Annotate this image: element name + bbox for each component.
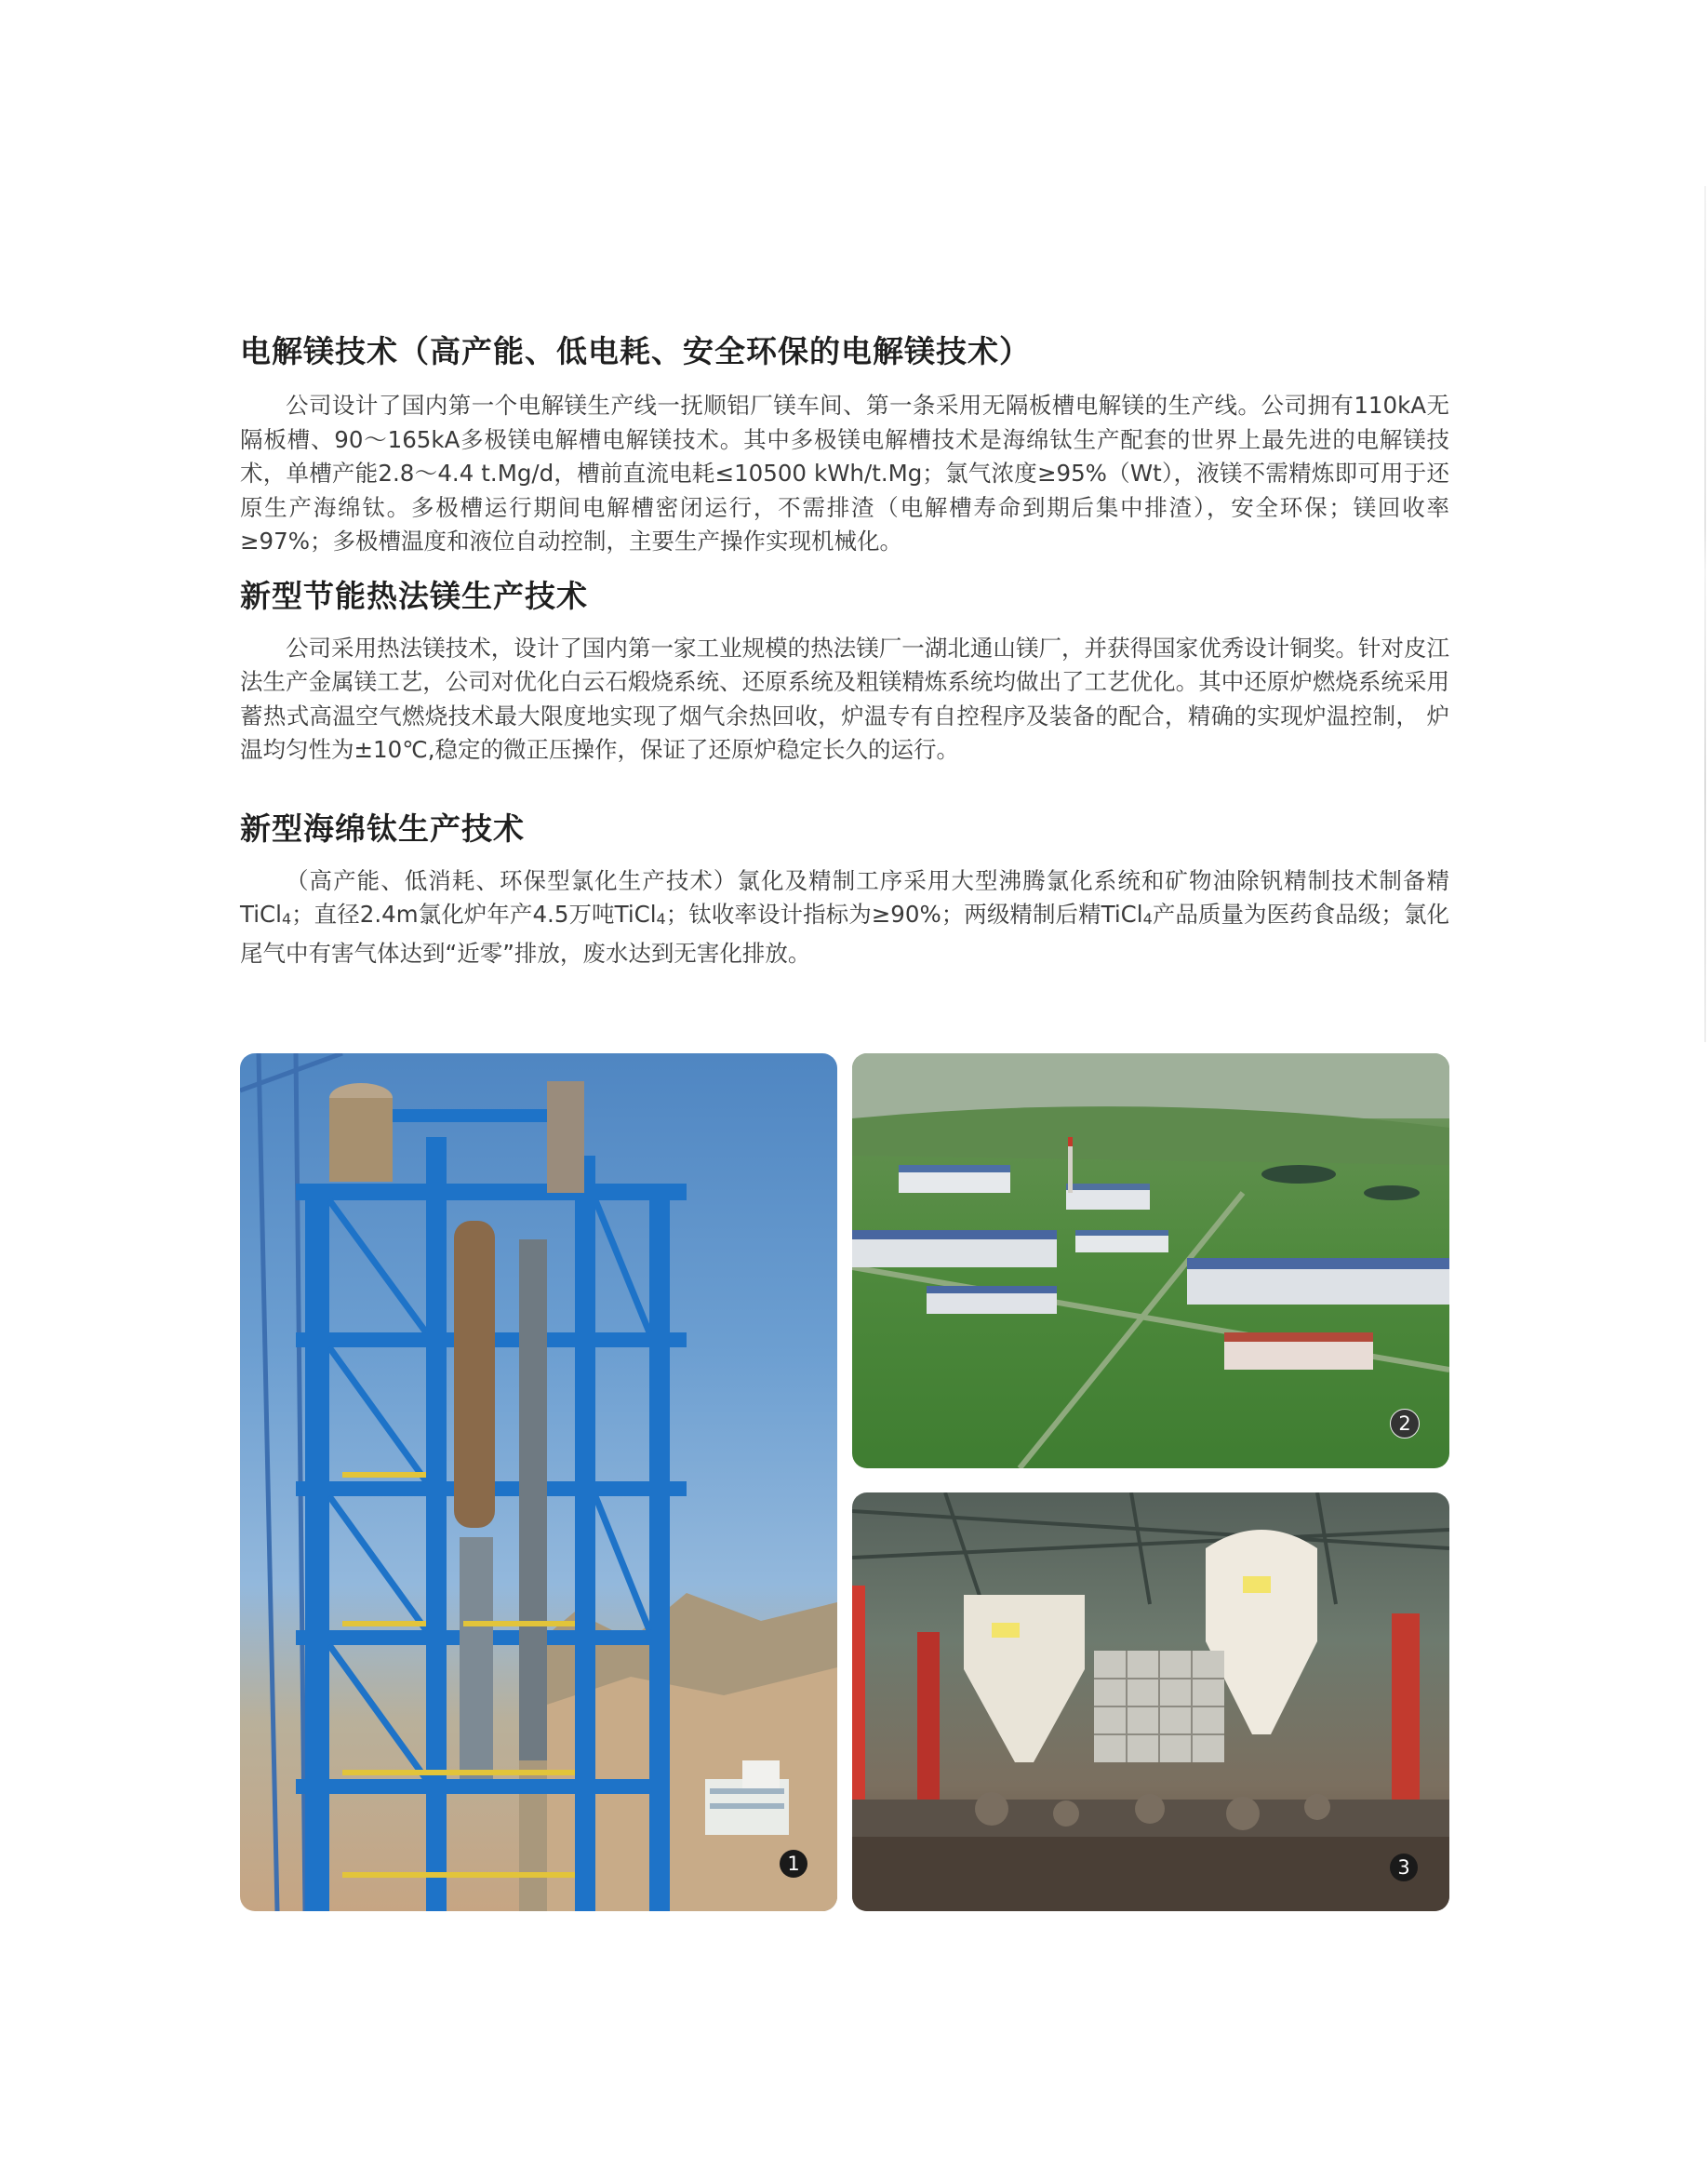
section-paragraph: 公司设计了国内第一个电解镁生产线一抚顺铝厂镁车间、第一条采用无隔板槽电解镁的生产线。公司拥有110kA无隔板槽、90～165kA多极镁电解槽电解镁技术。其中多极镁电解槽技术是海绵钛生产配套的世界上最先进的电解镁技术，单槽产能2.8～4.4 t.Mg/d，槽前直流电耗≤10500 kWh/t.Mg；氯气浓度≥95%（Wt），液镁不需精炼即可用于还原生产海绵钛。多极槽运行期间电解槽密闭运行，不需排渣（电解槽寿命到期后集中排渣），安全环保；镁回收率≥97%；多极槽温度和液位自动控制，主要生产操作实现机械化。 (240, 392, 1449, 555)
plant-aerial-view-photo (852, 1053, 1449, 1468)
section-paragraph: （高产能、低消耗、环保型氯化生产技术）氯化及精制工序采用大型沸腾氯化系统和矿物油除钒精制技术制备精TiCl$_4$；直径2.4m氯化炉年产4.5万吨TiCl$_4$；钛收率设计指标为≥90%；两级精制后精TiCl$_4$产品质量为医药食品级；氯化尾气中有害气体达到“近零”排放，废水达到无害化排放。 (240, 866, 1450, 967)
workshop-illustration (852, 1492, 1449, 1911)
section-heading: 电解镁技术（高产能、低电耗、安全环保的电解镁技术） (240, 333, 1031, 369)
article-body (240, 331, 1449, 970)
section-paragraph: 公司采用热法镁技术，设计了国内第一家工业规模的热法镁厂一湖北通山镁厂，并获得国家优秀设计铜奖。针对皮江法生产金属镁工艺，公司对优化白云石煅烧系统、还原系统及粗镁精炼系统均做出了工艺优化。其中还原炉燃烧系统采用蓄热式高温空气燃烧技术最大限度地实现了烟气余热回收，炉温专有自控程序及装备的配合，精确的实现炉温控制， 炉温均匀性为±10℃,稳定的微正压操作，保证了还原炉稳定长久的运行。 (240, 634, 1449, 763)
chlorination-workshop-photo (852, 1492, 1449, 1911)
industrial-tower-photo (240, 1053, 837, 1911)
tower-illustration (240, 1053, 837, 1911)
photo-number-badge: 3 (1390, 1854, 1418, 1881)
photo-number-badge: 2 (1390, 1409, 1420, 1439)
aerial-illustration (852, 1053, 1449, 1468)
section-thermal-magnesium (240, 576, 1449, 768)
photo-number-badge: 1 (780, 1850, 807, 1878)
section-heading: 新型节能热法镁生产技术 (240, 577, 588, 614)
page-edge-line (1704, 186, 1706, 1042)
section-heading: 新型海绵钛生产技术 (240, 810, 525, 847)
section-sponge-titanium (240, 809, 1449, 971)
section-electrolytic-magnesium (240, 331, 1449, 559)
